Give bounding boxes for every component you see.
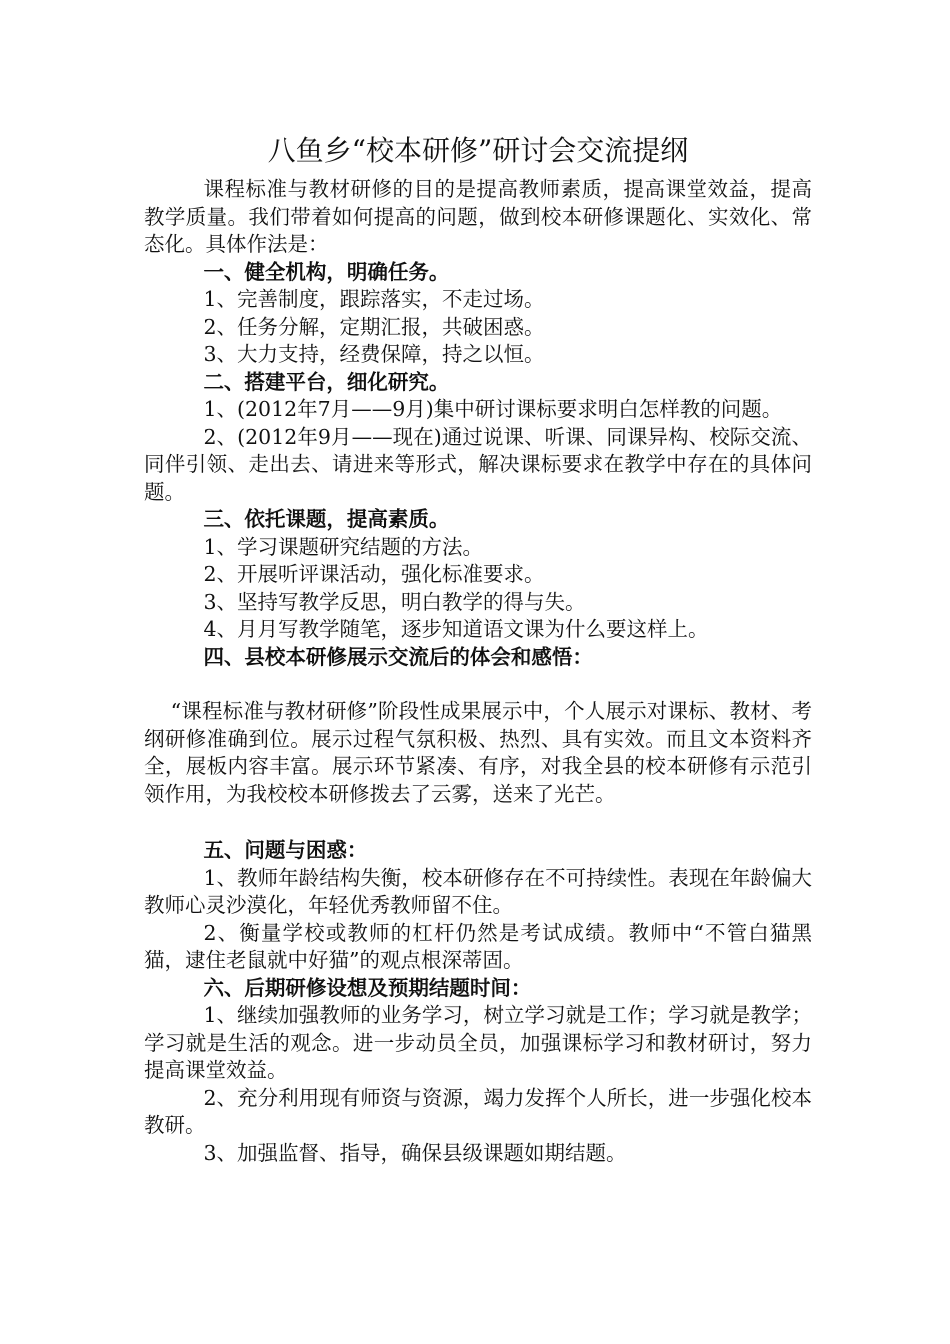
- section-4-heading: 四、县校本研修展示交流后的体会和感悟：: [203, 644, 593, 669]
- section-1-item: 2、任务分解，定期汇报，共破困惑。: [203, 314, 545, 339]
- section-3-heading: 三、依托课题，提高素质。: [203, 507, 450, 531]
- section-5-item: 1、教师年龄结构失衡，校本研修存在不可持续性。表现在年龄偏大教师心灵沙漠化，年轻优秀教师留不住。: [144, 865, 812, 917]
- section-3-item: 2、开展听评课活动，强化标准要求。: [203, 562, 545, 586]
- section-1-heading: 一、健全机构，明确任务。: [203, 259, 450, 284]
- blank-line: [144, 671, 812, 698]
- intro-paragraph: 课程标准与教材研修的目的是提高教师素质，提高课堂效益，提高教学质量。我们带着如何提高的问题，做到校本研修课题化、实效化、常态化。具体作法是：: [144, 177, 812, 256]
- section-6-heading: 六、后期研修设想及预期结题时间：: [203, 975, 532, 1000]
- section-3-item: 3、坚持写教学反思，明白教学的得与失。: [203, 589, 586, 614]
- section-2-heading: 二、搭建平台，细化研究。: [203, 369, 450, 394]
- section-1-item: 3、大力支持，经费保障，持之以恒。: [203, 342, 545, 366]
- section-2-item: 1、(2012年7月——9月)集中研讨课标要求明白怎样教的问题。: [203, 397, 783, 421]
- blank-line: [144, 808, 812, 837]
- document-page: [144, 128, 812, 1167]
- section-6-item: 1、继续加强教师的业务学习，树立学习就是工作；学习就是教学；学习就是生活的观念。进一步动员全员，加强课标学习和教材研讨，努力提高课堂效益。: [144, 1003, 812, 1082]
- document-title: 八鱼乡“校本研修”研讨会交流提纲: [267, 134, 689, 167]
- section-5-item: 2、衡量学校或教师的杠杆仍然是考试成绩。教师中“不管白猫黑猫，逮住老鼠就中好猫”的观点根深蒂固。: [144, 920, 812, 972]
- section-3-item: 4、月月写教学随笔，逐步知道语文课为什么要这样上。: [203, 617, 709, 641]
- section-4-paragraph: “课程标准与教材研修”阶段性成果展示中，个人展示对课标、教材、考纲研修准确到位。展示过程气氛积极、热烈、具有实效。而且文本资料齐全，展板内容丰富。展示环节紧凑、有序，对我全县的校本研修有示范引领作用，为我校校本研修拨去了云雾，送来了光芒。: [144, 699, 812, 806]
- section-2-item: 2、(2012年9月——现在)通过说课、听课、同课异构、校际交流、同伴引领、走出去、请进来等形式，解决课标要求在教学中存在的具体问题。: [144, 424, 812, 504]
- section-3-item: 1、学习课题研究结题的方法。: [203, 534, 483, 559]
- section-6-item: 2、充分利用现有师资与资源，竭力发挥个人所长，进一步强化校本教研。: [144, 1085, 812, 1137]
- section-5-heading: 五、问题与困惑：: [203, 838, 368, 862]
- section-6-item: 3、加强监督、指导，确保县级课题如期结题。: [203, 1140, 627, 1165]
- section-1-item: 1、完善制度，跟踪落实，不走过场。: [203, 287, 545, 311]
